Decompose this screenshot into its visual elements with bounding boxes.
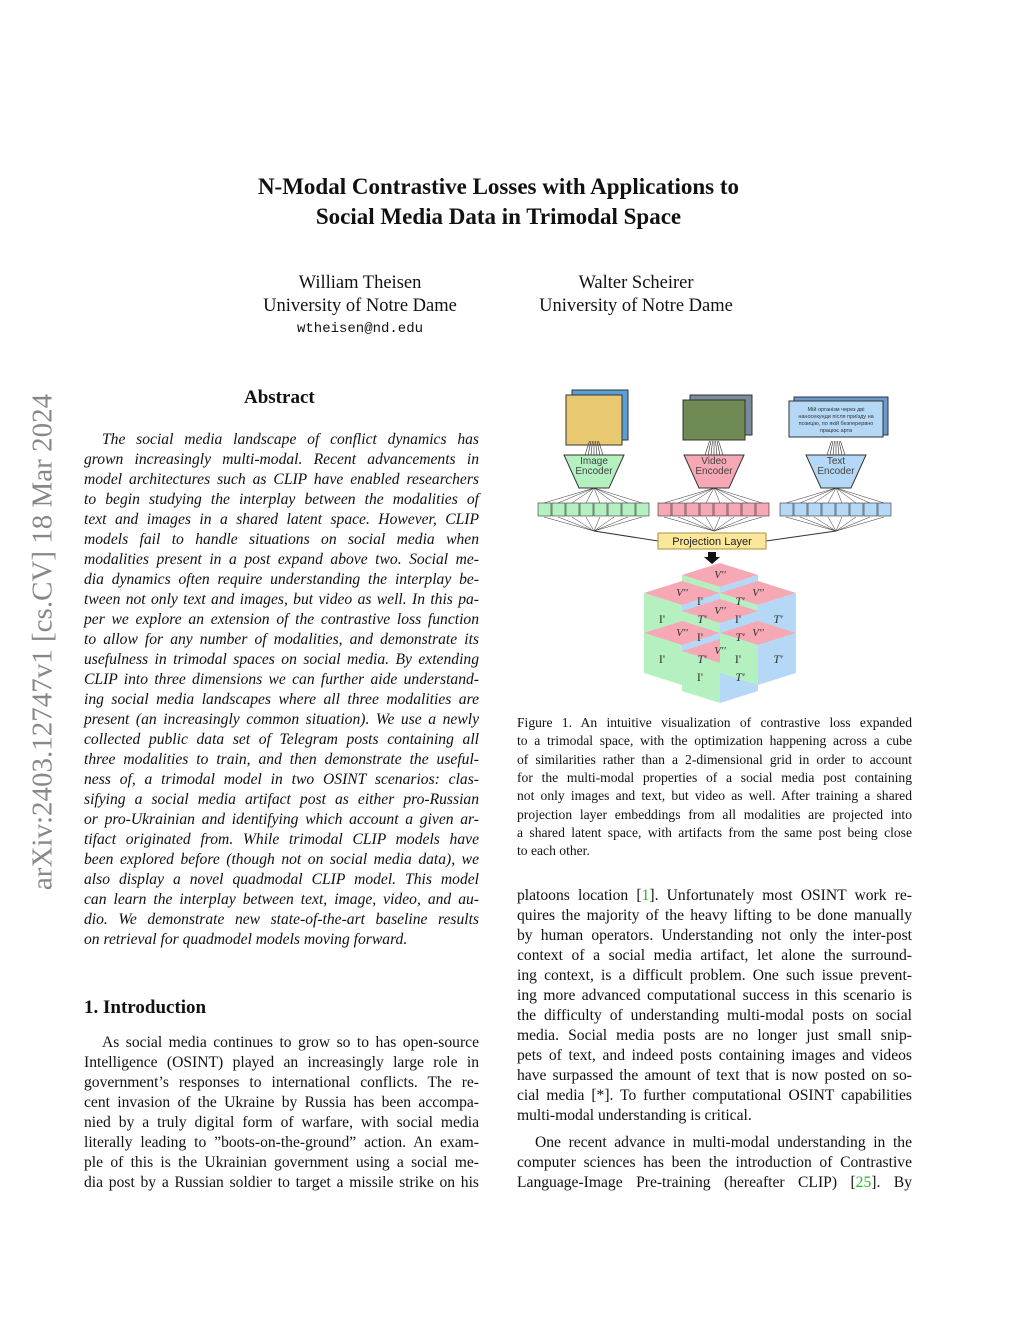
text-line: or pro-Ukrainian and identifying which account a given ar- (84, 811, 479, 828)
cube-video-label: V'' (676, 587, 688, 599)
text-line: CLIP into three dimensions we can further aide understand- (84, 671, 479, 688)
citation-link[interactable]: 25 (855, 1174, 872, 1191)
text-line (517, 1174, 912, 1192)
text-line: The social media landscape of conflict dynamics has (102, 431, 479, 448)
input-wire (716, 441, 718, 455)
author-2 (506, 272, 766, 318)
fan-line (814, 517, 836, 531)
cube-video-label: V'' (752, 587, 764, 599)
text-line: literally leading to ”boots-on-the-ground” action. An exam- (84, 1134, 479, 1151)
cube-video-label: V'' (676, 627, 688, 639)
author-name: Walter Scheirer (578, 273, 694, 293)
text-line: computer sciences has been the introduction of Contrastive (517, 1154, 912, 1171)
fan-line (664, 517, 714, 531)
image-encoder-label: Image (580, 456, 608, 467)
cube-video-label: V'' (714, 605, 726, 617)
text-line: of similarities rather than a 2-dimensional grid in order to account (517, 751, 912, 767)
fan-line (678, 517, 714, 531)
cube-text-label: T' (773, 612, 783, 626)
author-affiliation: University of Notre Dame (539, 296, 733, 316)
figure-1-diagram (530, 385, 910, 705)
text-line: modalities present in a post expand above two. Social me- (84, 551, 479, 568)
text-line: Intelligence (OSINT) played an increasingly large role in (84, 1054, 479, 1071)
text-snippet-line: позицію, по якій безперервно (798, 421, 874, 427)
author-email[interactable]: wtheisen@nd.edu (296, 321, 424, 337)
input-wire (708, 441, 711, 455)
cube-text-label: T' (697, 612, 707, 626)
fan-line (800, 488, 836, 503)
fan-line (678, 488, 714, 503)
fan-line (594, 517, 642, 531)
text-line: dia dynamics often require understanding the interplay be- (84, 571, 479, 588)
text-line: to allow for any number of modalities, and demonstrate its (84, 631, 479, 648)
text-line: been explored before (though not on social media data), we (84, 851, 479, 868)
cube-image-label: I' (696, 670, 704, 684)
video-thumbnail (683, 400, 745, 440)
text-line: have surpassed the amount of text that is now posted on so- (517, 1067, 912, 1084)
cube-image-label: I' (658, 652, 666, 666)
fan-line (692, 488, 714, 503)
text-span: Language-Image Pre-training (hereafter CLIP) [ (517, 1174, 856, 1191)
cube-text-label: T' (735, 670, 745, 684)
text-encoder-label: Text (826, 456, 846, 467)
paper-title-line-1: N-Modal Contrastive Losses with Applications to (257, 174, 740, 199)
fan-line (558, 517, 594, 531)
video-embedding-cell (686, 503, 699, 516)
text-embedding-cell (822, 503, 835, 516)
text-line: present (an increasingly common situation). We use a newly (84, 711, 479, 728)
cube-text-label: T' (773, 652, 783, 666)
image-embedding-cell (608, 503, 621, 516)
text-snippet-line: Мій організм через дві (807, 407, 865, 413)
cube-video-label: V'' (714, 569, 726, 581)
text-line: not only images and text, but video as well. After training a shared (517, 788, 912, 804)
intro-heading: 1. Introduction (84, 997, 207, 1018)
image-embedding-cell (580, 503, 593, 516)
fan-line (558, 488, 594, 503)
text-line: text and images in a shared latent space. However, CLIP (84, 511, 479, 528)
text-embedding-cell (780, 503, 793, 516)
text-embedding-cell (864, 503, 877, 516)
text-span: ]. By (871, 1174, 912, 1191)
text-line: government’s responses to international conflicts. The re- (84, 1074, 479, 1091)
abstract-heading: Abstract (244, 387, 315, 408)
fan-line (544, 488, 594, 503)
input-wire (841, 441, 846, 455)
input-wire (719, 441, 724, 455)
text-line: As social media continues to grow so to has open-source (102, 1034, 479, 1051)
fan-line (836, 488, 884, 503)
text-snippet-line: працює арта (819, 428, 853, 434)
video-embedding-cell (672, 503, 685, 516)
text-line: can learn the interplay between text, image, video, and au- (84, 891, 479, 908)
input-wire (705, 441, 710, 455)
input-wire (711, 441, 713, 455)
video-encoder-label: Video (701, 456, 727, 467)
author-name: William Theisen (298, 273, 422, 293)
input-wire (830, 441, 833, 455)
text-line: projection layer embeddings from all modalities are projected into (517, 806, 912, 822)
text-embedding-cell (808, 503, 821, 516)
fan-line (594, 488, 642, 503)
fan-line (572, 517, 594, 531)
text-line: grown increasingly multi-modal. Recent advancements in (84, 451, 479, 468)
text-embedding-cell (850, 503, 863, 516)
text-line: by human operators. Understanding not only the inter-post (517, 927, 912, 944)
text-line: quires the majority of the heavy lifting to be done manually (517, 907, 912, 924)
fan-line (714, 488, 762, 503)
cube-image-label: I' (696, 630, 704, 644)
arrow (766, 531, 836, 541)
text-line: also display a novel quadmodal CLIP model. This model (84, 871, 479, 888)
text-line: cial media [*]. To further computational OSINT capabilities (517, 1087, 912, 1104)
arxiv-identifier: arXiv:2403.12747v1 [cs.CV] 18 Mar 2024 (26, 393, 59, 891)
author-affiliation: University of Notre Dame (263, 296, 457, 316)
text-line: ing more advanced computational success in this scenario is (517, 987, 912, 1004)
text-line: model architectures such as CLIP have enabled researchers (84, 471, 479, 488)
text-line: to each other. (517, 843, 590, 859)
text-line: pets of text, and indeed posts containing images and videos (517, 1047, 912, 1064)
cube-image-label: I' (734, 652, 742, 666)
text-line: for the multi-modal properties of a social media post containing (517, 769, 912, 785)
text-line: media. Social media posts are no longer just small snip- (517, 1027, 912, 1044)
down-arrow-icon (704, 552, 720, 564)
cube-text-label: T' (697, 652, 707, 666)
paper-title-line-2: Social Media Data in Trimodal Space (315, 204, 682, 229)
fan-line (714, 517, 762, 531)
cube-text-label: T' (735, 630, 745, 644)
image-embedding-cell (636, 503, 649, 516)
text-line: ness of, a trimodal model in two OSINT scenarios: clas- (84, 771, 479, 788)
cube-image-label: I' (734, 612, 742, 626)
text-line: nied by a truly digital form of warfare, with social media (84, 1114, 479, 1131)
text-line: One recent advance in multi-modal understanding in the (535, 1134, 912, 1151)
author-1 (230, 272, 490, 341)
text-line: models fail to handle situations on social media when (84, 531, 479, 548)
video-embedding-cell (714, 503, 727, 516)
image-embedding-cell (538, 503, 551, 516)
text-span: ]. Unfortunately most OSINT work re- (649, 887, 913, 904)
fan-line (664, 488, 714, 503)
text-embedding-cell (878, 503, 891, 516)
text-line: ple of this is the Ukrainian government using a social me- (84, 1154, 479, 1171)
text-line: on retrieval for quadmodel models moving forward. (84, 931, 408, 948)
fan-line (786, 488, 836, 503)
text-line: tifact originated from. While trimodal CLIP models have (84, 831, 479, 848)
fan-line (692, 517, 714, 531)
image-embedding-cell (566, 503, 579, 516)
text-line: a shared latent space, with artifacts from the same post being close (517, 824, 912, 840)
input-wire (827, 441, 832, 455)
text-line: cent invasion of the Ukraine by Russia has been accompa- (84, 1094, 479, 1111)
fan-line (572, 488, 594, 503)
text-line: the difficulty of understanding multi-modal posts on social (517, 1007, 912, 1024)
fan-line (836, 517, 884, 531)
video-embedding-cell (700, 503, 713, 516)
text-span: platoons location [ (517, 887, 642, 904)
cube-video-label: V'' (752, 627, 764, 639)
image-thumbnail (566, 395, 622, 445)
video-embedding-cell (756, 503, 769, 516)
cube-text-label: T' (735, 594, 745, 608)
projection-layer-label: Projection Layer (672, 536, 752, 548)
text-line: dio. We demonstrate new state-of-the-art baseline results (84, 911, 479, 928)
image-embedding-cell (594, 503, 607, 516)
video-embedding-cell (658, 503, 671, 516)
fan-line (544, 517, 594, 531)
image-encoder-label: Encoder (575, 466, 613, 477)
text-line: tween not only text and images, but video as well. In this pa- (84, 591, 479, 608)
citation-link[interactable]: 1 (641, 887, 650, 904)
video-embedding-cell (742, 503, 755, 516)
text-encoder-label: Encoder (817, 466, 855, 477)
fan-line (814, 488, 836, 503)
video-encoder-label: Encoder (695, 466, 733, 477)
input-wire (839, 441, 842, 455)
video-embedding-cell (728, 503, 741, 516)
text-line: dia post by a Russian soldier to target a missile strike on his (84, 1174, 479, 1191)
arrow (594, 531, 658, 541)
text-line: context of a social media artifact, let alone the surround- (517, 947, 912, 964)
text-line: multi-modal understanding is critical. (517, 1107, 752, 1124)
input-wire (833, 441, 835, 455)
cube-image-label: I' (696, 594, 704, 608)
fan-line (800, 517, 836, 531)
text-line: ing context, is a difficult problem. One such issue prevent- (517, 967, 912, 984)
fan-line (786, 517, 836, 531)
text-line: ing social media landscapes where all three modalities are (84, 691, 479, 708)
text-line: to a trimodal space, with the optimization happening across a cube (517, 733, 912, 749)
text-line: usefulness in trimodal spaces on social media. By extending (84, 651, 479, 668)
cube-video-label: V'' (714, 645, 726, 657)
image-embedding-cell (622, 503, 635, 516)
text-line: per we explore an extension of the contrastive loss function (84, 611, 479, 628)
cube-image-label: I' (658, 612, 666, 626)
text-embedding-cell (836, 503, 849, 516)
input-wire (717, 441, 720, 455)
text-line: sifying a social media artifact post as either pro-Russian (84, 791, 479, 808)
text-embedding-cell (794, 503, 807, 516)
image-embedding-cell (552, 503, 565, 516)
text-line: to begin studying the interplay between the modalities of (84, 491, 479, 508)
text-snippet-line: наносекунди після приїзду на (798, 414, 874, 420)
input-wire (838, 441, 840, 455)
text-line: collected public data set of Telegram posts containing all (84, 731, 479, 748)
text-line (517, 887, 912, 905)
text-line: three modalities to train, and then demonstrate the useful- (84, 751, 479, 768)
text-line: Figure 1. An intuitive visualization of contrastive loss expanded (517, 715, 912, 730)
